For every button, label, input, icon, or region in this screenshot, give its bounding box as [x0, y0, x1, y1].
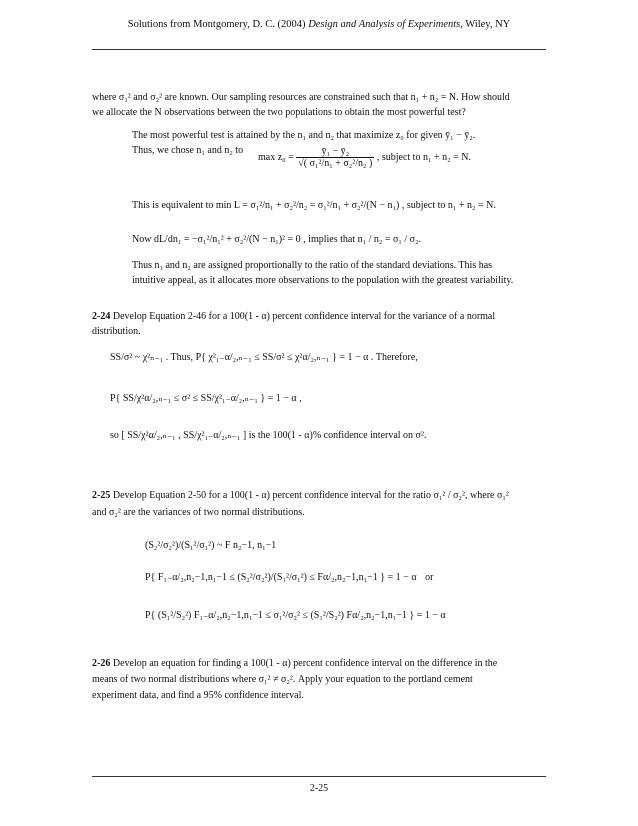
- variance-interval-description: is the 100(1 - α)% confidence interval on σ².: [248, 430, 427, 441]
- problem-2-24-line-2: distribution.: [92, 326, 141, 337]
- problem-2-26-line-1: [92, 656, 497, 671]
- header-prefix: Solutions from Montgomery, D. C. (2004): [127, 19, 309, 30]
- variance-interval: [ SS/χ²α/₂,ₙ₋₁ , SS/χ²₁₋α/₂,ₙ₋₁ ]: [121, 430, 247, 441]
- problem-2-25-number: 2-25: [92, 490, 111, 501]
- so-label: so: [110, 430, 119, 441]
- running-header: [92, 19, 546, 30]
- header-rule: [92, 49, 546, 50]
- solution-conclusion-line-2: intuitive appeal, as it allocates more observations to the population with the greatest variability.: [132, 275, 514, 286]
- solution-line-1: The most powerful test is attained by the n₁ and n₂ that maximize z₀ for given ȳ₁ − ȳ₂.: [132, 130, 476, 141]
- problem-2-24-text: Develop Equation 2-46 for a 100(1 - α) percent confidence interval for the variance of a normal: [112, 311, 496, 322]
- intro-line-1: where σ₁² and σ₂² are known. Our sampling resources are constrained such that n₁ + n₂ = N. How should: [92, 92, 510, 103]
- z0-fraction: [296, 146, 374, 169]
- variance-probability-row: [110, 393, 302, 404]
- problem-2-26-number: 2-26: [92, 658, 111, 669]
- f-distribution-row: (S₂²/σ₂²)/(S₁²/σ₁²) ~ F n₂−1, n₁−1: [145, 540, 277, 551]
- derivative-lead: Now: [132, 234, 152, 245]
- footer-rule: [92, 776, 546, 777]
- intro-line-2: we allocate the N observations between the two populations to obtain the most powerful test?: [92, 107, 466, 118]
- problem-2-25-line-1: [92, 488, 509, 503]
- variance-probability-tail: ,: [299, 393, 302, 404]
- derivative-conclusion: , implies that n₁ / n₂ = σ₁ / σ₂.: [303, 234, 422, 245]
- therefore-label: . Therefore,: [370, 352, 418, 363]
- minimize-equation: σ₁²/n₁ + σ₂²/n₂ = σ₁²/n₁ + σ₂²/(N − n₁): [250, 200, 400, 211]
- problem-2-24-number: 2-24: [92, 311, 111, 322]
- problem-2-25-text: Develop Equation 2-50 for a 100(1 - α) percent confidence interval for the ratio σ₁² / σ₂², where σ₁²: [112, 490, 509, 501]
- f-probability-equation: P{ F₁₋α/₂,n₂−1,n₁−1 ≤ (S₂²/σ₂²)/(S₁²/σ₁²) ≤ Fα/₂,n₂−1,n₁−1 } = 1 − α: [145, 572, 417, 583]
- z0-denominator: √( σ₁²/n₁ + σ₂²/n₂ ): [298, 158, 373, 169]
- thus-label: . Thus,: [165, 352, 194, 363]
- solution-maximize-lead: Thus, we chose n₁ and n₂ to: [132, 145, 244, 156]
- problem-2-26-line-3: experiment data, and find a 95% confidence interval.: [92, 690, 304, 701]
- maximize-constraint: , subject to n₁ + n₂ = N.: [376, 152, 471, 163]
- header-suffix: , Wiley, NY: [460, 19, 511, 30]
- minimize-constraint: , subject to n₁ + n₂ = N.: [401, 200, 496, 211]
- derivative-row: [132, 234, 421, 245]
- page-number: 2-25: [309, 783, 329, 794]
- chi-square-probability: P{ χ²₁₋α/₂,ₙ₋₁ ≤ SS/σ² ≤ χ²α/₂,ₙ₋₁ } = 1 − α: [195, 352, 369, 363]
- chi-square-row: [110, 352, 418, 363]
- minimize-lead: This is equivalent to min L =: [132, 200, 248, 211]
- solution-maximize-row: [132, 145, 243, 156]
- or-label: or: [425, 572, 434, 583]
- problem-2-25-line-2: and σ₂² are the variances of two normal distributions.: [92, 507, 305, 518]
- chi-square-distribution: SS/σ² ~ χ²ₙ₋₁: [110, 352, 164, 363]
- variance-probability-equation: P{ SS/χ²α/₂,ₙ₋₁ ≤ σ² ≤ SS/χ²₁₋α/₂,ₙ₋₁ } = 1 − α: [110, 393, 297, 404]
- f-probability-row: [145, 572, 433, 583]
- max-z0-lhs: max z₀ =: [258, 152, 294, 163]
- problem-2-26-text: Develop an equation for finding a 100(1 - α) percent confidence interval on the difference in the: [112, 658, 498, 669]
- header-book-title: Design and Analysis of Experiments: [308, 19, 461, 30]
- minimize-row: [132, 200, 496, 211]
- maximize-equation: [258, 146, 471, 169]
- z0-numerator: ȳ₁ − ȳ₂: [296, 146, 374, 158]
- solution-conclusion-line-1: Thus n₁ and n₂ are assigned proportionally to the ratio of the standard deviations. This has: [132, 260, 493, 271]
- derivative-equation: dL/dn₁ = −σ₁²/n₁² + σ₂²/(N − n₁)² = 0: [153, 234, 301, 245]
- variance-interval-row: [110, 430, 426, 441]
- problem-2-24-line-1: [92, 309, 495, 324]
- variance-ratio-interval-row: P{ (S₁²/S₂²) F₁₋α/₂,n₂−1,n₁−1 ≤ σ₁²/σ₂² ≤ (S₁²/S₂²) Fα/₂,n₂−1,n₁−1 } = 1 − α: [145, 610, 446, 621]
- problem-2-26-line-2: means of two normal distributions where σ₁² ≠ σ₂². Apply your equation to the portland cement: [92, 674, 473, 685]
